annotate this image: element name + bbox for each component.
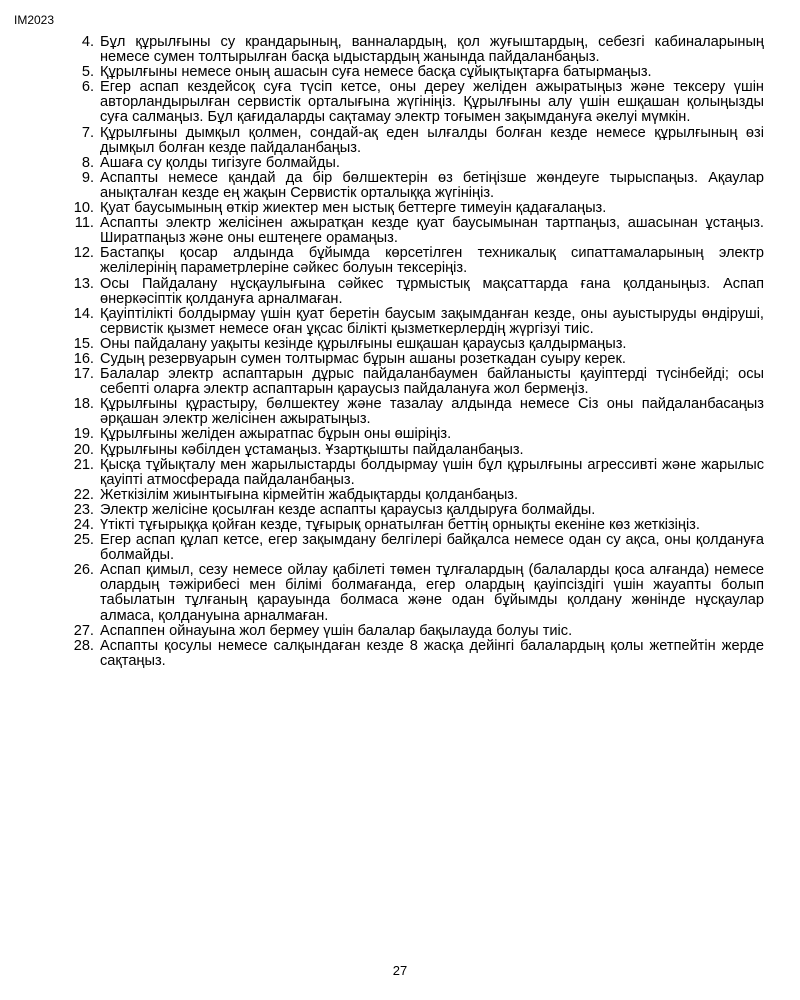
item-text: Судың резервуарын сумен толтырмас бұрын ашаны розеткадан суыру керек.	[100, 350, 626, 367]
item-text: Аспапты электр желісінен ажыратқан кезде қуат баусымынан тартпаңыз, ашасынан ұстаңыз. Ширатпаңыз және оны ештеңеге орамаңыз.	[100, 215, 764, 247]
list-item	[46, 488, 764, 503]
item-number: 9.	[81, 169, 94, 186]
list-item	[46, 503, 764, 518]
list-item	[46, 367, 764, 397]
item-number: 28.	[73, 637, 94, 654]
item-text: Құрылғыны кәбілден ұстамаңыз. Ұзартқышты пайдаланбаңыз.	[100, 441, 524, 458]
item-number: 23.	[73, 501, 94, 518]
item-text: Аспаппен ойнауына жол бермеу үшін балалар бақылауда болуы тиіс.	[100, 622, 573, 639]
item-number: 14.	[73, 305, 94, 322]
list-item	[46, 352, 764, 367]
item-text: Аспапты қосулы немесе салқындаған кезде 8 жасқа дейінгі балалардың қолы жетпейтін жерде сақтаңыз.	[100, 637, 764, 669]
item-text: Егер аспап кездейсоқ суға түсіп кетсе, оны дереу желіден ажыратыңыз және тексеру үшін авторландырылған сервистік орталығына жүгініңіз. Құрылғыны алу үшін ешқашан қолыңызды суға салмаңыз. Бұл қағидаларды сақтамау электр тоғымен зақымдануға әкелуі мүмкін.	[100, 79, 764, 126]
list-item	[46, 307, 764, 337]
safety-instructions-list	[46, 35, 764, 669]
item-text: Қуат баусымының өткір жиектер мен ыстық беттерге тимеуін қадағалаңыз.	[100, 200, 607, 217]
item-number: 15.	[73, 335, 94, 352]
item-text: Құрылғыны немесе оның ашасын суға немесе басқа сұйықтықтарға батырмаңыз.	[100, 64, 652, 81]
item-text: Үтікті тұғырыққа қойған кезде, тұғырық орнатылған беттің орнықты екеніне көз жеткізіңіз.	[100, 517, 700, 533]
item-number: 20.	[73, 441, 94, 458]
list-item	[46, 337, 764, 352]
item-number: 7.	[81, 124, 94, 141]
item-text: Бұл құрылғыны су крандарының, ванналардың, қол жуғыштардың, себезгі кабиналарының немесе сумен толтырылған басқа ыдыстардың жанында пайдаланбаңыз.	[100, 34, 764, 66]
item-number: 13.	[73, 275, 94, 292]
item-text: Аспап қимыл, сезу немесе ойлау қабілеті төмен тұлғалардың (балаларды қоса алғанда) немесе олардың тәжірибесі мен білімі болмағанда, егер олардың қауіпсіздігі үшін жауапты болып табылатын тұлғаның қарауында болмаса және одан бұйымды қолдану жөнінде нұсқаулар алмаса, қолдануына арналмаған.	[100, 562, 764, 624]
list-item	[46, 427, 764, 442]
item-text: Құрылғыны желіден ажыратпас бұрын оны өшіріңіз.	[100, 426, 452, 443]
list-item	[46, 171, 764, 201]
model-code: IM2023	[14, 13, 55, 27]
item-text: Егер аспап құлап кетсе, егер зақымдану белгілері байқалса немесе одан су ақса, оны қолдануға болмайды.	[100, 532, 764, 564]
list-item	[46, 563, 764, 623]
list-item	[46, 443, 764, 458]
item-text: Құрылғыны дымқыл қолмен, сондай-ақ еден ылғалды болған кезде немесе құрылғының өзі дымқыл болған кезде пайдаланбаңыз.	[100, 124, 764, 156]
item-text: Бастапқы қосар алдында бұйымда көрсетілген техникалық сипаттамаларының электр желілерінің параметрлеріне сәйкес болуын тексеріңіз.	[100, 245, 764, 277]
item-number: 8.	[81, 154, 94, 171]
list-item	[46, 533, 764, 563]
item-number: 22.	[73, 486, 94, 503]
item-number: 4.	[81, 34, 94, 50]
item-text: Жеткізілім жиынтығына кірмейтін жабдықтарды қолданбаңыз.	[100, 486, 519, 503]
item-text: Осы Пайдалану нұсқаулығына сәйкес тұрмыстық мақсаттарда ғана қолданыңыз. Аспап өнеркәсіптік қолдануға арналмаған.	[100, 275, 764, 307]
item-text: Аспапты немесе қандай да бір бөлшектерін өз бетіңізше жөндеуге тырыспаңыз. Ақаулар анықталған кезде ең жақын Сервистік орталыққа жүгініңіз.	[100, 169, 764, 201]
item-number: 17.	[73, 366, 94, 383]
list-item	[46, 80, 764, 125]
item-number: 26.	[73, 562, 94, 579]
list-item	[46, 65, 764, 80]
list-item	[46, 201, 764, 216]
list-item	[46, 277, 764, 307]
item-text: Балалар электр аспаптарын дұрыс пайдаланбаумен байланысты қауіптерді түсінбейді; осы себепті оларға электр аспаптарын қараусыз пайдалануға жол бермеңіз.	[100, 366, 764, 398]
page-number: 27	[392, 963, 408, 978]
list-item	[46, 518, 764, 533]
item-number: 16.	[73, 350, 94, 367]
item-number: 25.	[73, 532, 94, 549]
item-number: 18.	[73, 396, 94, 413]
item-text: Қауіптілікті болдырмау үшін қуат беретін баусым зақымданған кезде, оны ауыстыруды өндіруші, сервистік қызмет немесе оған ұқсас білікті қызметкерлердің жүргізуі тиіс.	[100, 305, 764, 337]
item-number: 10.	[73, 200, 94, 217]
item-number: 11.	[74, 215, 94, 232]
list-item	[46, 35, 764, 65]
item-text: Құрылғыны құрастыру, бөлшектеу және тазалау алдында немесе Сіз оны пайдаланбасаңыз әрқашан электр желісінен ажыратыңыз.	[100, 396, 764, 428]
list-item	[46, 397, 764, 427]
item-number: 27.	[73, 622, 94, 639]
item-text: Қысқа тұйықталу мен жарылыстарды болдырмау үшін бұл құрылғыны агрессивті және жарылыс қауіпті атмосферада пайдаланбаңыз.	[100, 456, 764, 488]
list-item	[46, 216, 764, 246]
list-item	[46, 624, 764, 639]
list-item	[46, 246, 764, 276]
item-text: Ашаға су қолды тигізуге болмайды.	[100, 154, 340, 171]
item-number: 24.	[73, 517, 94, 533]
item-text: Оны пайдалану уақыты кезінде құрылғыны ешқашан қараусыз қалдырмаңыз.	[100, 335, 627, 352]
list-item	[46, 458, 764, 488]
item-text: Электр желісіне қосылған кезде аспапты қараусыз қалдыруға болмайды.	[100, 501, 596, 518]
item-number: 19.	[73, 426, 94, 443]
item-number: 21.	[73, 456, 94, 473]
list-item	[46, 156, 764, 171]
item-number: 5.	[81, 64, 94, 81]
list-item	[46, 639, 764, 669]
item-number: 6.	[81, 79, 94, 96]
list-item	[46, 126, 764, 156]
item-number: 12.	[73, 245, 94, 262]
